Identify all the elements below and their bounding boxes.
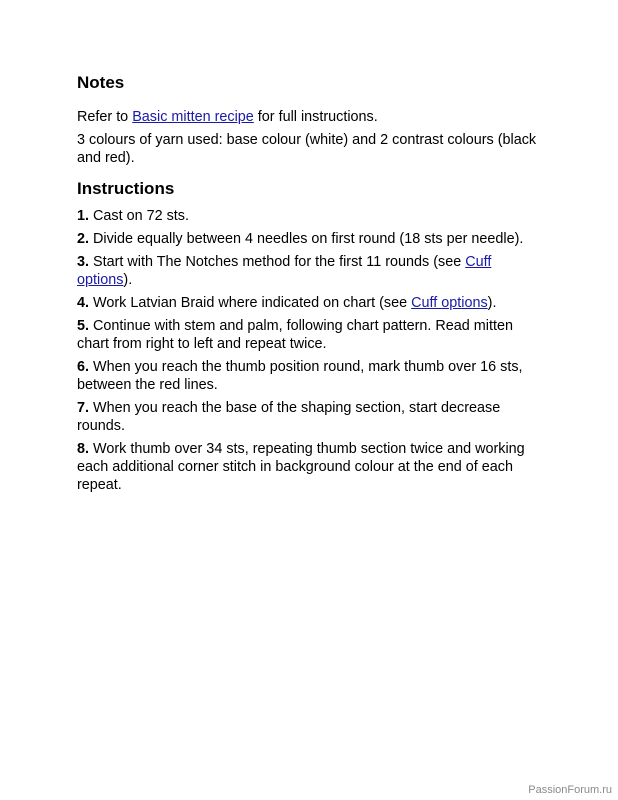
- notes-reference-pre: Refer to: [77, 109, 133, 125]
- step-text: Divide equally between 4 needles on first round (18 sts per needle).: [89, 231, 524, 247]
- cuff-options-link[interactable]: Cuff options: [77, 254, 492, 288]
- step-text-post: ).: [123, 272, 133, 288]
- instruction-step-5: [77, 317, 547, 353]
- step-text: When you reach the thumb position round, mark thumb over 16 sts, between the red lines.: [77, 359, 523, 393]
- notes-heading: Notes: [77, 73, 125, 92]
- step-number: 4.: [77, 295, 90, 311]
- step-number: 6.: [77, 359, 90, 375]
- step-text: When you reach the base of the shaping section, start decrease rounds.: [77, 400, 501, 434]
- step-number: 3.: [77, 254, 90, 270]
- instructions-heading: Instructions: [77, 179, 175, 198]
- step-text-pre: Start with The Notches method for the first 11 rounds (see: [89, 254, 466, 270]
- instructions-list: [77, 207, 547, 499]
- instruction-step-4: [77, 294, 547, 312]
- step-number: 5.: [77, 318, 90, 334]
- notes-reference-post: for full instructions.: [253, 109, 378, 125]
- step-text: Continue with stem and palm, following chart pattern. Read mitten chart from right to left and repeat twice.: [77, 318, 513, 352]
- instruction-step-3: [77, 253, 547, 289]
- step-text-pre: Work Latvian Braid where indicated on chart (see: [89, 295, 412, 311]
- basic-mitten-recipe-link[interactable]: Basic mitten recipe: [132, 109, 254, 125]
- instruction-step-7: [77, 399, 547, 435]
- instruction-step-2: [77, 230, 547, 248]
- notes-reference-paragraph: [77, 108, 547, 126]
- step-number: 1.: [77, 208, 90, 224]
- instruction-step-6: [77, 358, 547, 394]
- notes-yarn-paragraph: 3 colours of yarn used: base colour (white) and 2 contrast colours (black and red).: [77, 132, 537, 166]
- watermark: PassionForum.ru: [528, 784, 612, 796]
- instruction-step-8: [77, 440, 547, 494]
- step-text: Cast on 72 sts.: [89, 208, 189, 224]
- cuff-options-link[interactable]: Cuff options: [411, 295, 488, 311]
- step-number: 2.: [77, 231, 90, 247]
- instruction-step-1: [77, 207, 547, 225]
- step-text-post: ).: [487, 295, 497, 311]
- step-number: 7.: [77, 400, 90, 416]
- step-number: 8.: [77, 441, 90, 457]
- step-text: Work thumb over 34 sts, repeating thumb section twice and working each additional corner stitch in background colour at the end of each repeat.: [77, 441, 525, 493]
